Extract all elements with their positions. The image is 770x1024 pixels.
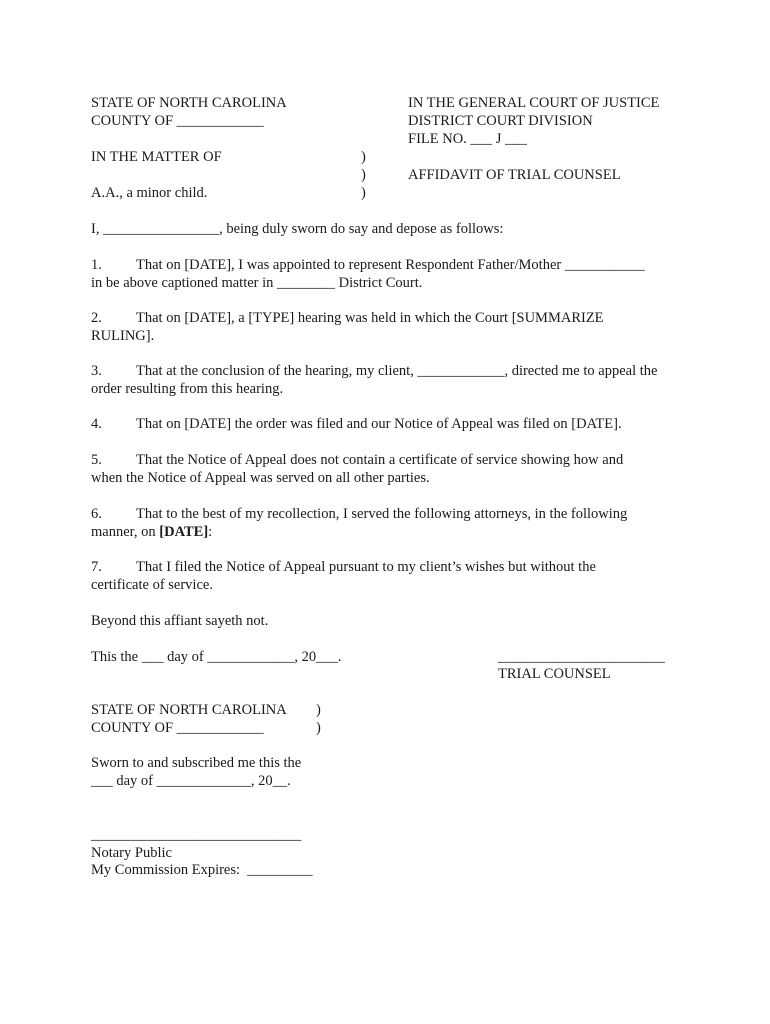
paragraph-number: 2.: [91, 310, 102, 326]
paragraph-5-cont: when the Notice of Appeal was served on all other parties.: [91, 470, 430, 486]
sworn-date-line: ___ day of _____________, 20__.: [91, 773, 291, 789]
paragraph-6-cont: [91, 523, 212, 541]
matter-label: IN THE MATTER OF: [91, 149, 222, 165]
paragraph-number: 6.: [91, 506, 102, 522]
caption-bracket: ): [361, 185, 366, 201]
paragraph-text: That to the best of my recollection, I served the following attorneys, in the following: [136, 506, 628, 522]
paragraph-text: That the Notice of Appeal does not contain a certificate of service showing how and: [136, 452, 624, 468]
paragraph-number: 3.: [91, 363, 102, 379]
file-number: FILE NO. ___ J ___: [408, 131, 527, 147]
paragraph-1: [91, 256, 645, 274]
notary-state: STATE OF NORTH CAROLINA: [91, 702, 287, 718]
paragraph-text: That on [DATE] the order was filed and our Notice of Appeal was filed on [DATE].: [136, 416, 622, 432]
paragraph-number: 5.: [91, 452, 102, 468]
paragraph-2: [91, 309, 604, 327]
county-heading: COUNTY OF ____________: [91, 113, 264, 129]
paragraph-text: manner, on: [91, 524, 160, 540]
minor-party: A.A., a minor child.: [91, 185, 208, 201]
paragraph-text: That on [DATE], a [TYPE] hearing was held in which the Court [SUMMARIZE: [136, 310, 604, 326]
paragraph-text: That on [DATE], I was appointed to represent Respondent Father/Mother ___________: [136, 257, 645, 273]
paragraph-5: [91, 451, 623, 469]
court-heading: IN THE GENERAL COURT OF JUSTICE: [408, 95, 660, 111]
paragraph-text: That I filed the Notice of Appeal pursuant to my client’s wishes but without the: [136, 559, 596, 575]
notary-bracket: ): [316, 720, 321, 736]
paragraph-number: 7.: [91, 559, 102, 575]
caption-bracket: ): [361, 149, 366, 165]
signature-label: TRIAL COUNSEL: [498, 666, 611, 682]
notary-signature-line: _____________________________: [91, 827, 302, 843]
paragraph-7: [91, 558, 596, 576]
date-placeholder: [DATE]: [159, 524, 209, 540]
caption-bracket: ): [361, 167, 366, 183]
paragraph-number: 1.: [91, 257, 102, 273]
paragraph-2-cont: RULING].: [91, 328, 155, 344]
paragraph-text: :: [208, 524, 213, 540]
date-line: This the ___ day of ____________, 20___.: [91, 649, 342, 665]
closing-statement: Beyond this affiant sayeth not.: [91, 613, 269, 629]
state-heading: STATE OF NORTH CAROLINA: [91, 95, 287, 111]
signature-line: _______________________: [498, 649, 665, 665]
paragraph-3: [91, 362, 657, 380]
division-heading: DISTRICT COURT DIVISION: [408, 113, 593, 129]
paragraph-number: 4.: [91, 416, 102, 432]
paragraph-3-cont: order resulting from this hearing.: [91, 381, 284, 397]
notary-label: Notary Public: [91, 845, 172, 861]
commission-expires: My Commission Expires: _________: [91, 862, 313, 878]
intro-statement: I, ________________, being duly sworn do say and depose as follows:: [91, 221, 504, 237]
paragraph-text: That at the conclusion of the hearing, my client, ____________, directed me to appeal the: [136, 363, 658, 379]
paragraph-1-cont: in be above captioned matter in ________ District Court.: [91, 275, 423, 291]
sworn-statement: Sworn to and subscribed me this the: [91, 755, 302, 771]
notary-bracket: ): [316, 702, 321, 718]
document-title: AFFIDAVIT OF TRIAL COUNSEL: [408, 167, 621, 183]
paragraph-7-cont: certificate of service.: [91, 577, 213, 593]
paragraph-4: [91, 415, 622, 433]
paragraph-6: [91, 505, 627, 523]
notary-county: COUNTY OF ____________: [91, 720, 264, 736]
